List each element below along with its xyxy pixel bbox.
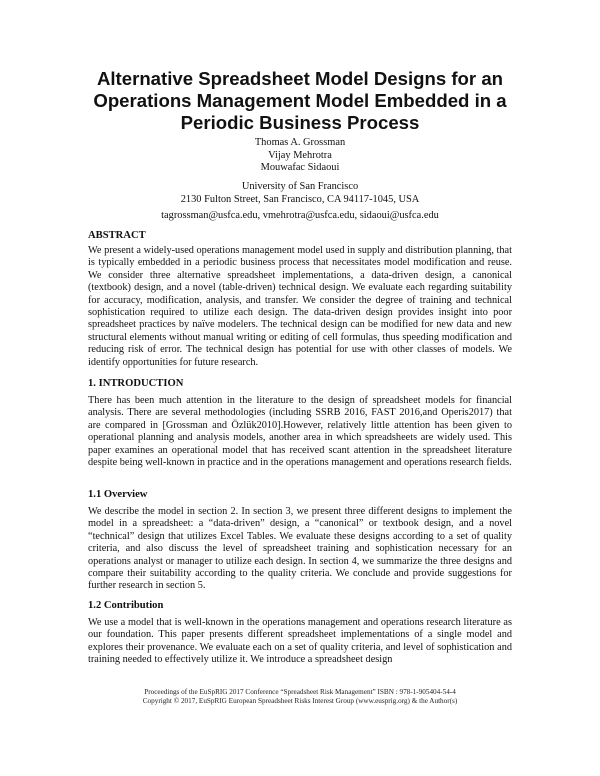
overview-section bbox=[88, 489, 512, 593]
section-text: There has been much attention in the literature to the design of spreadsheet models for financial analysis. There are several methodologies (including SSRB 2016, FAST 2016,and Operis2017) that are compared in [Grossman and Özlük2010].However, relatively little attention has been given to operational planning and analysis models, another area in which spreadsheets are widely used. This paper examines an operational model that has received scant attention in the spreadsheet literature despite being well-known in practice and in the operations management and operations research fields. bbox=[88, 395, 512, 469]
affiliation bbox=[60, 181, 540, 206]
subsection-heading: 1.2 Contribution bbox=[88, 600, 164, 611]
introduction-section bbox=[88, 378, 512, 469]
author-name: Mouwafac Sidaoui bbox=[260, 162, 340, 173]
footer-line: Copyright © 2017, EuSpRIG European Spreadsheet Risks Interest Group (www.eusprig.org) & the Author(s) bbox=[142, 697, 458, 705]
abstract-section bbox=[88, 230, 512, 369]
author-list bbox=[60, 137, 540, 175]
address: 2130 Fulton Street, San Francisco, CA 94117-1045, USA bbox=[180, 193, 420, 205]
abstract-heading: ABSTRACT bbox=[88, 230, 146, 241]
author-name: Thomas A. Grossman bbox=[254, 137, 346, 148]
contribution-section bbox=[88, 600, 512, 667]
footer-line: Proceedings of the EuSpRIG 2017 Conference “Spreadsheet Risk Management” ISBN : 978-1-905404-54-4 bbox=[144, 688, 456, 696]
email-list: tagrossman@usfca.edu, vmehrotra@usfca.edu, sidaoui@usfca.edu bbox=[161, 210, 439, 221]
subsection-heading: 1.1 Overview bbox=[88, 489, 148, 500]
author-name: Vijay Mehrotra bbox=[268, 149, 332, 161]
subsection-text: We use a model that is well-known in the operations management and operations research literature as our foundation. This paper presents different spreadsheet implementations of a single model and explores their provenance. We evaluate each on a set of quality criteria, and level of sophistication and training needed to effectively utilize it. We introduce a spreadsheet design bbox=[88, 617, 512, 666]
paper-title: Alternative Spreadsheet Model Designs for an Operations Management Model Embedded in a Periodic Business Process bbox=[93, 68, 507, 133]
institution: University of San Francisco bbox=[241, 181, 359, 192]
page-footer bbox=[60, 688, 540, 706]
section-heading: 1. INTRODUCTION bbox=[88, 378, 184, 389]
abstract-text: We present a widely-used operations management model used in supply and distribution planning, that is typically embedded in a periodic business process that necessitates model modification and reuse. We consider three alternative spreadsheet implementations, a data-driven design, a canonical (textbook) design, and a novel (table-driven) technical design. We evaluate each regarding suitability for accuracy, modification, analysis, and transfer. We consider the degree of training and technical sophistication required to utilize each design. The data-driven design provides insight into poor spreadsheet practices by naïve modelers. The technical design can be modified for new data and new structural elements without manual writing or editing of cell formulas, thus speeding modification and reducing risk of error. The technical design has potential for use with other classes of models. We identify opportunities for future research. bbox=[88, 245, 512, 368]
subsection-text: We describe the model in section 2. In section 3, we present three different designs to implement the model in a spreadsheet: a “data-driven” design, a “canonical” or textbook design, and a novel “technical” design that utilizes Excel Tables. We evaluate these designs according to a set of quality criteria, and also discuss the level of spreadsheet training and sophistication necessary for an operations analyst or manager to utilize each design. In section 4, we summarize the three designs and compare their suitability according to the quality criteria. We conclude and provide suggestions for further research in section 5. bbox=[88, 506, 512, 592]
